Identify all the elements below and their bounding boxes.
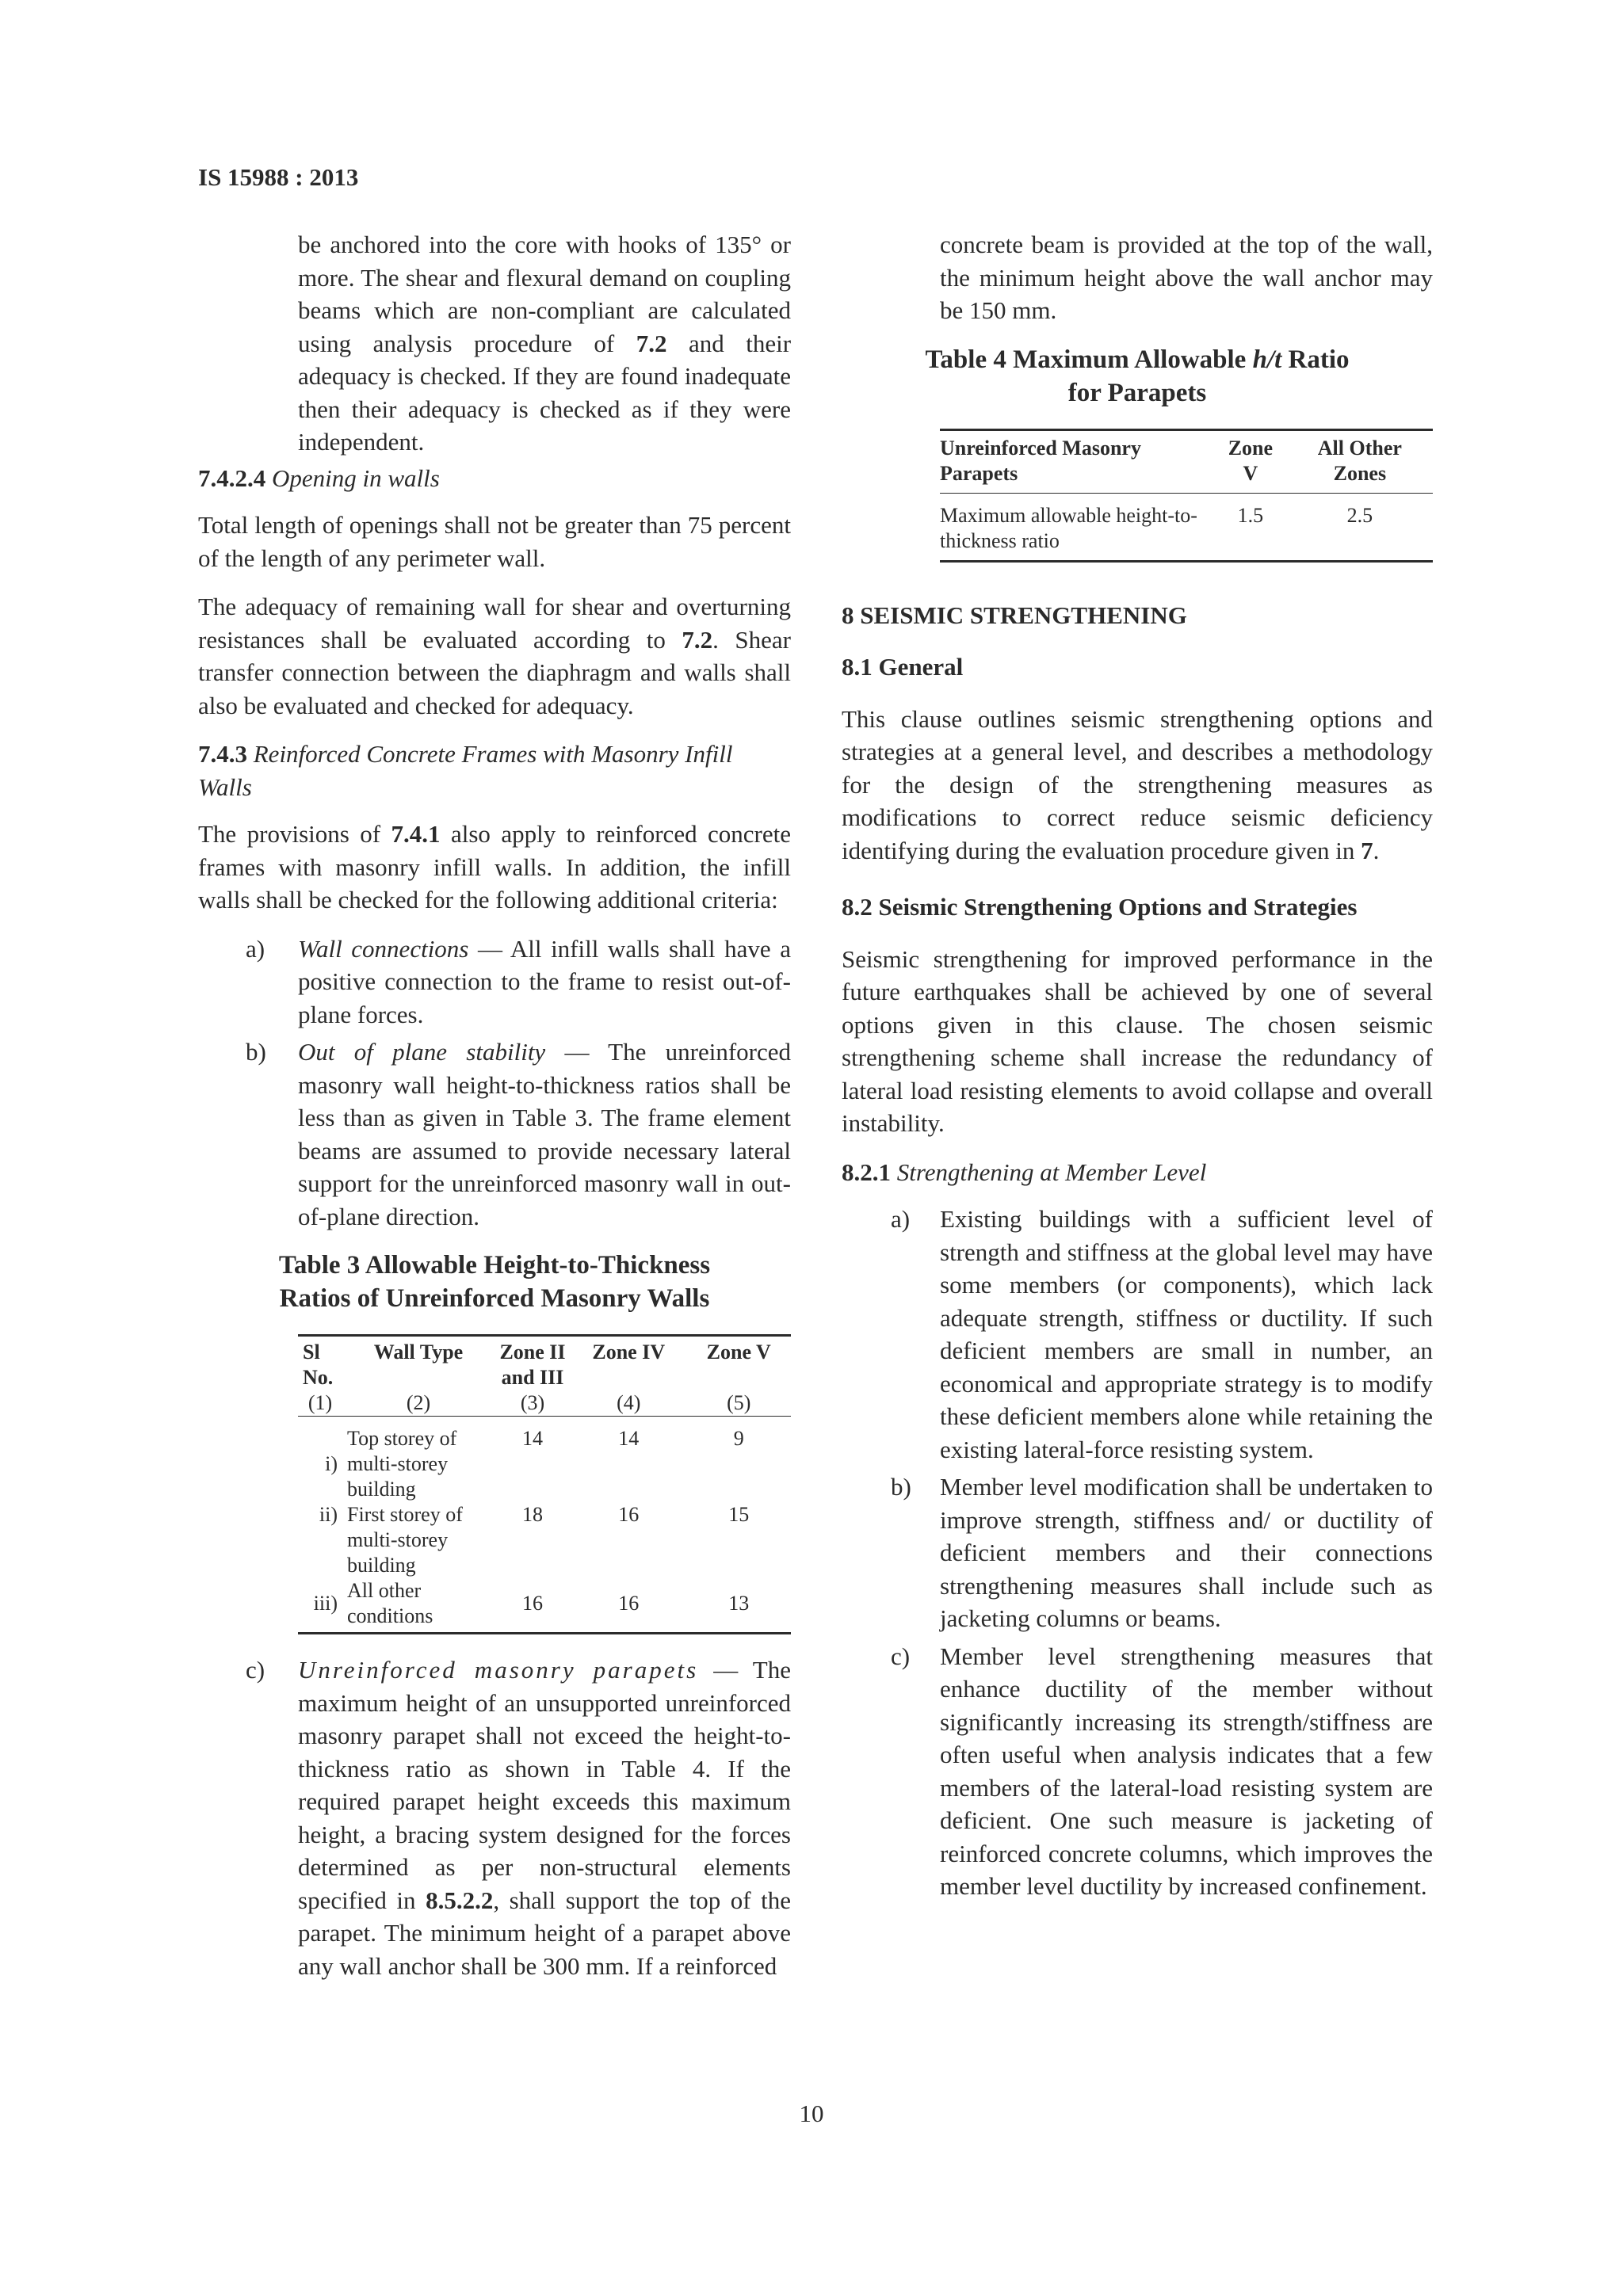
list-label: c) <box>891 1642 911 1670</box>
table-3-caption <box>198 1249 791 1315</box>
section-8-heading: 8 SEISMIC STRENGTHENING <box>842 601 1187 629</box>
table-row <box>298 1417 791 1503</box>
text-run: This clause outlines seismic strengthening options and strategies at a general level, and describes a methodology for the design of the strengthening measures as modifications to correct reduce seismic deficiency identifying during the evaluation procedure given in <box>842 704 1433 864</box>
text-run: Table 4 Maximum Allowable <box>925 345 1253 374</box>
item-title: Out of plane stability <box>298 1038 546 1066</box>
table-row <box>298 1502 791 1578</box>
col-number: (5) <box>727 1391 751 1414</box>
coupling-beam-paragraph <box>298 228 791 459</box>
caption-line: Ratios of Unreinforced Masonry Walls <box>279 1284 710 1313</box>
text-run: . <box>1373 836 1380 864</box>
ratio-symbol: h/t <box>1252 345 1282 374</box>
text-run: Ratio <box>1281 345 1350 374</box>
section-81-heading: 8.1 General <box>842 653 964 681</box>
clause-reference: 7 <box>1361 836 1373 864</box>
col-header-sl: Sl No. <box>303 1341 334 1389</box>
intro-line: or more. The shear and flexural demand on <box>298 231 791 292</box>
table-4-caption <box>842 343 1433 410</box>
clause-reference: 7.2 <box>636 329 667 357</box>
section-82-heading: 8.2 Seismic Strengthening Options and Strategies <box>842 893 1358 921</box>
list-item-b <box>842 1470 1433 1635</box>
provisions-paragraph <box>198 818 791 917</box>
left-column <box>198 228 791 1987</box>
list-label: a) <box>246 934 265 963</box>
zone-2-3-cell: 18 <box>522 1503 543 1526</box>
adequacy-paragraph <box>198 590 791 722</box>
zone-5-cell: 15 <box>728 1503 750 1526</box>
section-title: Reinforced Concrete Frames with Masonry Infill Walls <box>198 740 733 801</box>
parapet-continuation: concrete beam is provided at the top of the wall, the minimum height above the wall anchor may be 150 mm. <box>940 231 1433 324</box>
right-column <box>842 228 1433 1908</box>
section-title: Strengthening at Member Level <box>896 1158 1207 1186</box>
list-label: b) <box>246 1038 266 1066</box>
col-header-zone-5: Zone V <box>706 1341 771 1363</box>
text-run: — The unreinforced masonry wall height-to-thickness ratios shall be less than as given in Table 3. The frame element beams are assumed to provide necessary lateral support for the unreinforced masonry wall in out-of-plane direction. <box>298 1038 791 1230</box>
section-number: 7.4.3 <box>198 740 247 768</box>
list-text <box>298 933 791 1032</box>
clause-reference: 7.2 <box>682 625 713 654</box>
table-row <box>940 493 1433 561</box>
intro-line: be anchored into the core with hooks of 135° <box>298 231 762 258</box>
zone-5-cell: 13 <box>728 1592 750 1615</box>
list-label: c) <box>246 1656 265 1684</box>
list-item-a <box>198 933 791 1032</box>
list-text <box>298 1653 791 1982</box>
openings-paragraph: Total length of openings shall not be greater than 75 percent of the length of any perimeter wall. <box>198 511 791 572</box>
table-row <box>298 1578 791 1634</box>
table-4 <box>940 429 1433 563</box>
text-run: — The maximum height of an unsupported unreinforced masonry parapet shall not exceed the height-to-thickness ratio as shown in Table 4. If the required parapet height exceeds this maximum height, a bracing system designed for the forces determined as per non-structural elements specified in <box>298 1656 791 1914</box>
intro-line: and <box>666 329 724 357</box>
table-3 <box>298 1334 791 1634</box>
section-title: Opening in walls <box>272 463 440 492</box>
zone-2-3-cell: 16 <box>522 1592 543 1615</box>
section-number: 7.4.2.4 <box>198 463 266 492</box>
section-number: 8.2.1 <box>842 1158 891 1186</box>
list-text: Member level modification shall be undertaken to improve strength, stiffness and/ or ductility of deficient members and their connections strengthening measures shall include such as jacketing columns or beams. <box>940 1473 1433 1632</box>
text-run: also apply to reinforced concrete frames with masonry infill walls. In addition, the infill walls shall be checked for the following additional criteria: <box>198 820 791 913</box>
wall-type-cell: Top storey of multi-storey building <box>347 1427 457 1501</box>
col-header-other-zones: All Other Zones <box>1317 436 1402 485</box>
text-run: , shall support the top of the parapet. The minimum height of a parapet above any wall anchor shall be 300 mm. If a reinforced <box>298 1886 791 1980</box>
col-header-wall-type: Wall Type <box>373 1341 464 1363</box>
row-number: i) <box>325 1452 338 1475</box>
col-number: (3) <box>520 1391 545 1414</box>
col-header-zone-4: Zone IV <box>592 1341 666 1363</box>
zone-5-cell: 9 <box>733 1427 744 1450</box>
strategies-paragraph: Seismic strengthening for improved performance in the future earthquakes shall be achieved by one of several options given in this clause. The chosen seismic strengthening scheme shall increase the redundancy of lateral load resisting elements to avoid collapse and overall instability. <box>842 944 1433 1137</box>
zone-4-cell: 14 <box>618 1427 640 1450</box>
col-number: (1) <box>307 1391 333 1414</box>
caption-line: for Parapets <box>1067 378 1207 407</box>
page-number: 10 <box>799 2100 824 2127</box>
text-run: The provisions of <box>198 820 391 848</box>
general-paragraph <box>842 703 1433 868</box>
text-run: — All infill walls shall have a positive connection to the frame to resist out-of-plane forces. <box>298 934 791 1028</box>
list-item-a <box>842 1203 1433 1466</box>
list-text: Member level strengthening measures that enhance ductility of the member without significantly increasing its strength/stiffness are often useful when analysis indicates that a few members of the lateral-load resisting system are deficient. One such measure is jacketing of reinforced concrete columns, which improves the member level ductility by increased confinement. <box>940 1642 1433 1900</box>
item-title: Wall connections <box>298 934 469 963</box>
item-title: Unreinforced masonry parapets <box>298 1656 699 1684</box>
caption-line <box>842 343 1433 376</box>
col-number: (2) <box>406 1391 431 1414</box>
list-text <box>298 1035 791 1233</box>
intro-line: inadequate then their adequacy is checked as <box>298 362 791 423</box>
section-743-heading <box>198 738 791 803</box>
col-header-zone-2-3: Zone II and III <box>499 1341 566 1389</box>
list-text: Existing buildings with a sufficient level of strength and stiffness at the global level may have some members (or components), which lack adequate strength, stiffness or ductility. If such deficient members are small in number, an economical and appropriate strategy is to modify these deficient members alone while retaining the existing lateral-force resisting system. <box>940 1205 1433 1463</box>
col-header-parapets: Unreinforced Masonry Parapets <box>940 436 1141 485</box>
row-number: ii) <box>319 1503 338 1526</box>
col-number: (4) <box>617 1391 641 1414</box>
zone-5-cell: 1.5 <box>1237 503 1264 527</box>
caption-line: Table 3 Allowable Height-to-Thickness <box>278 1251 711 1280</box>
intro-line: if they were independent. <box>298 395 791 456</box>
zone-2-3-cell: 14 <box>522 1427 543 1450</box>
intro-line: their adequacy is checked. If they are found <box>298 329 792 390</box>
intro-line: coupling beams which are non-compliant are <box>298 263 791 324</box>
list-item-b <box>198 1035 791 1233</box>
zone-4-cell: 16 <box>618 1592 640 1615</box>
wall-type-cell: All other conditions <box>347 1579 433 1627</box>
section-821-heading <box>842 1156 1433 1189</box>
list-item-c <box>842 1640 1433 1903</box>
other-zones-cell: 2.5 <box>1346 503 1373 527</box>
document-id: IS 15988 : 2013 <box>198 163 359 191</box>
list-label: b) <box>891 1473 911 1501</box>
zone-4-cell: 16 <box>618 1503 640 1526</box>
text-run: . Shear transfer connection between the diaphragm and walls shall also be evaluated and checked for adequacy. <box>198 625 791 719</box>
clause-reference: 7.4.1 <box>391 820 441 848</box>
col-header-zone-5: Zone V <box>1228 436 1274 485</box>
row-label: Maximum allowable height-to-thickness ratio <box>940 503 1197 552</box>
text-run: The adequacy of remaining wall for shear and overturning resistances shall be evaluated according to <box>198 593 791 654</box>
row-number: iii) <box>313 1592 338 1615</box>
list-label: a) <box>891 1205 911 1233</box>
wall-type-cell: First storey of multi-storey building <box>347 1503 463 1577</box>
intro-line: calculated using analysis procedure of <box>298 296 791 357</box>
clause-reference: 8.5.2.2 <box>426 1886 494 1914</box>
section-7424-heading <box>198 462 791 495</box>
list-item-c <box>198 1653 791 1982</box>
